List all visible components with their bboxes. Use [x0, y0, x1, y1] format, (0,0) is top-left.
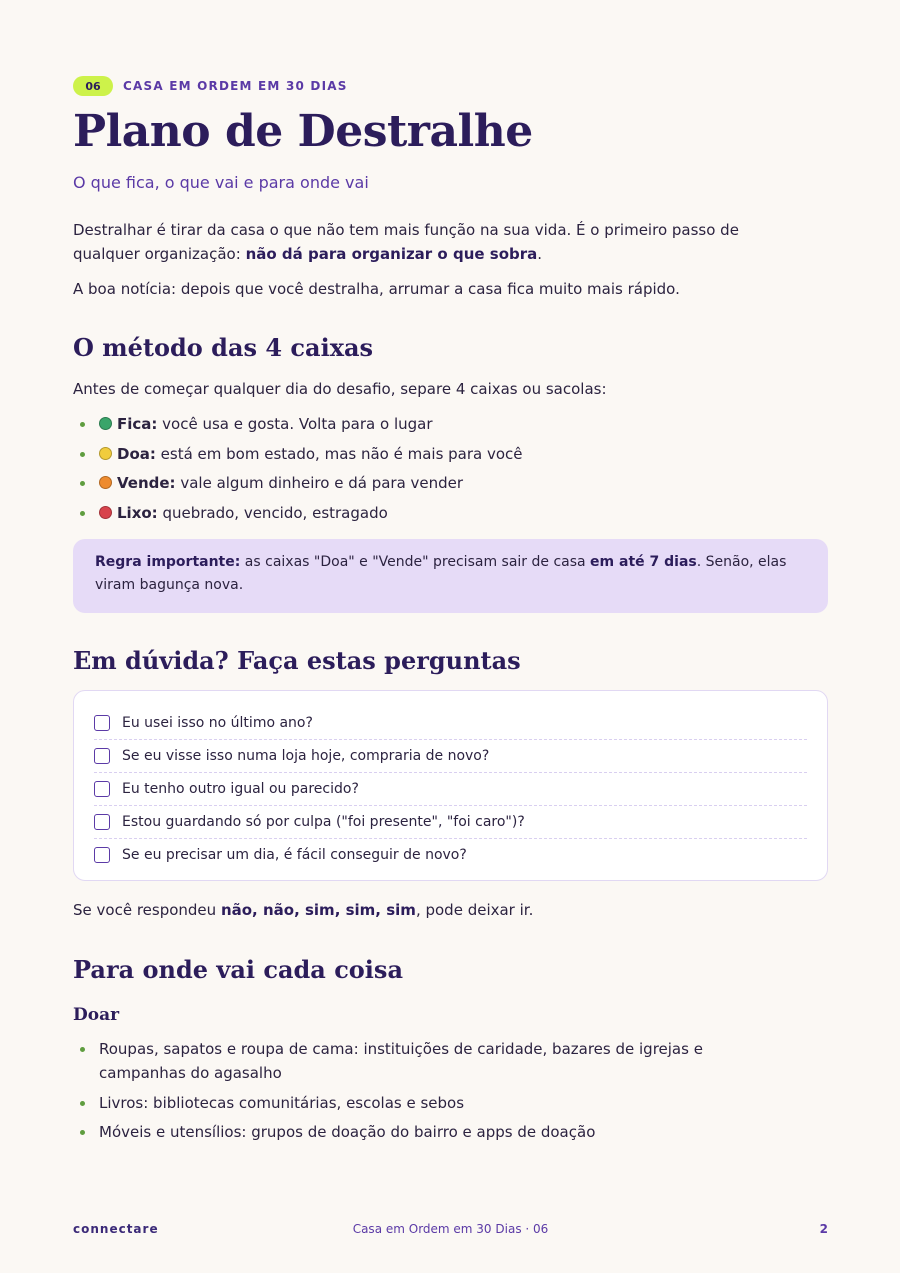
rule-end: . Senão, elas viram bagunça nova.: [95, 554, 787, 593]
eyebrow-text: CASA EM ORDEM EM 30 DIAS: [123, 79, 348, 93]
destinations-heading: Para onde vai cada coisa: [73, 955, 403, 984]
answer-bold: não, não, sim, sim, sim: [220, 901, 416, 919]
checkbox[interactable]: [94, 748, 110, 764]
box-label: Doa:: [117, 444, 156, 463]
footer-title: Casa em Ordem em 30 Dias · 06: [352, 1222, 549, 1236]
yellow-circle-icon: [99, 447, 112, 460]
intro-bold: não dá para organizar o que sobra: [245, 245, 538, 263]
question-text: Eu usei isso no último ano?: [122, 715, 313, 731]
intro-end: .: [537, 245, 543, 263]
rule-callout: [73, 539, 828, 613]
checkbox[interactable]: [94, 847, 110, 863]
box-text: você usa e gosta. Volta para o lugar: [157, 415, 433, 433]
checklist-item[interactable]: [94, 707, 807, 740]
page-footer: [73, 1222, 828, 1238]
page-number: 2: [819, 1222, 828, 1236]
question-text: Estou guardando só por culpa ("foi presente", "foi caro")?: [122, 814, 525, 830]
green-circle-icon: [99, 417, 112, 430]
brand-logo: connectare: [73, 1222, 159, 1236]
list-item: Móveis e utensílios: grupos de doação do bairro e apps de doação: [73, 1120, 793, 1144]
donate-list: [73, 1037, 793, 1144]
list-item: [73, 471, 793, 495]
list-item: [73, 412, 793, 436]
checklist-item[interactable]: [94, 839, 807, 871]
donate-subheading: Doar: [73, 1005, 120, 1025]
list-item: [73, 442, 793, 466]
page-subtitle: O que fica, o que vai e para onde vai: [73, 173, 369, 192]
list-item: Roupas, sapatos e roupa de cama: instituições de caridade, bazares de igrejas e campanhas do agasalho: [73, 1037, 793, 1085]
intro-paragraph-1: [73, 218, 793, 266]
red-circle-icon: [99, 506, 112, 519]
intro-paragraph-2: A boa notícia: depois que você destralha, arrumar a casa fica muito mais rápido.: [73, 280, 680, 298]
questions-heading: Em dúvida? Faça estas perguntas: [73, 646, 521, 675]
eyebrow: [73, 76, 348, 96]
orange-circle-icon: [99, 476, 112, 489]
checklist-item[interactable]: [94, 806, 807, 839]
question-text: Se eu precisar um dia, é fácil conseguir de novo?: [122, 847, 467, 863]
page-title: Plano de Destralhe: [73, 106, 533, 157]
box-text: está em bom estado, mas não é mais para você: [155, 444, 523, 463]
checklist-item[interactable]: [94, 740, 807, 773]
list-item: Livros: bibliotecas comunitárias, escolas e sebos: [73, 1091, 793, 1115]
chapter-badge: 06: [73, 76, 113, 96]
checkbox[interactable]: [94, 715, 110, 731]
boxes-list: [73, 412, 793, 525]
answer-text: Se você respondeu: [73, 901, 221, 919]
method-intro: Antes de começar qualquer dia do desafio, separe 4 caixas ou sacolas:: [73, 380, 607, 398]
rule-text: as caixas "Doa" e "Vende" precisam sair de casa: [240, 554, 591, 570]
box-text: quebrado, vencido, estragado: [157, 503, 388, 522]
answer-paragraph: [73, 898, 793, 922]
answer-end: , pode deixar ir.: [415, 901, 534, 919]
checkbox[interactable]: [94, 781, 110, 797]
rule-bold: em até 7 dias: [590, 554, 697, 570]
checklist-item[interactable]: [94, 773, 807, 806]
rule-label: Regra importante:: [95, 554, 241, 570]
box-label: Fica:: [117, 415, 158, 433]
box-text: vale algum dinheiro e dá para vender: [175, 474, 464, 492]
question-text: Eu tenho outro igual ou parecido?: [122, 781, 359, 797]
questions-checklist: [73, 690, 828, 881]
box-label: Lixo:: [117, 503, 158, 522]
method-heading: O método das 4 caixas: [73, 333, 374, 362]
checkbox[interactable]: [94, 814, 110, 830]
box-label: Vende:: [117, 474, 176, 492]
intro-text: Destralhar é tirar da casa o que não tem mais função na sua vida. É o primeiro passo de qualquer organização:: [73, 221, 739, 263]
question-text: Se eu visse isso numa loja hoje, compraria de novo?: [122, 748, 490, 764]
list-item: [73, 501, 793, 525]
